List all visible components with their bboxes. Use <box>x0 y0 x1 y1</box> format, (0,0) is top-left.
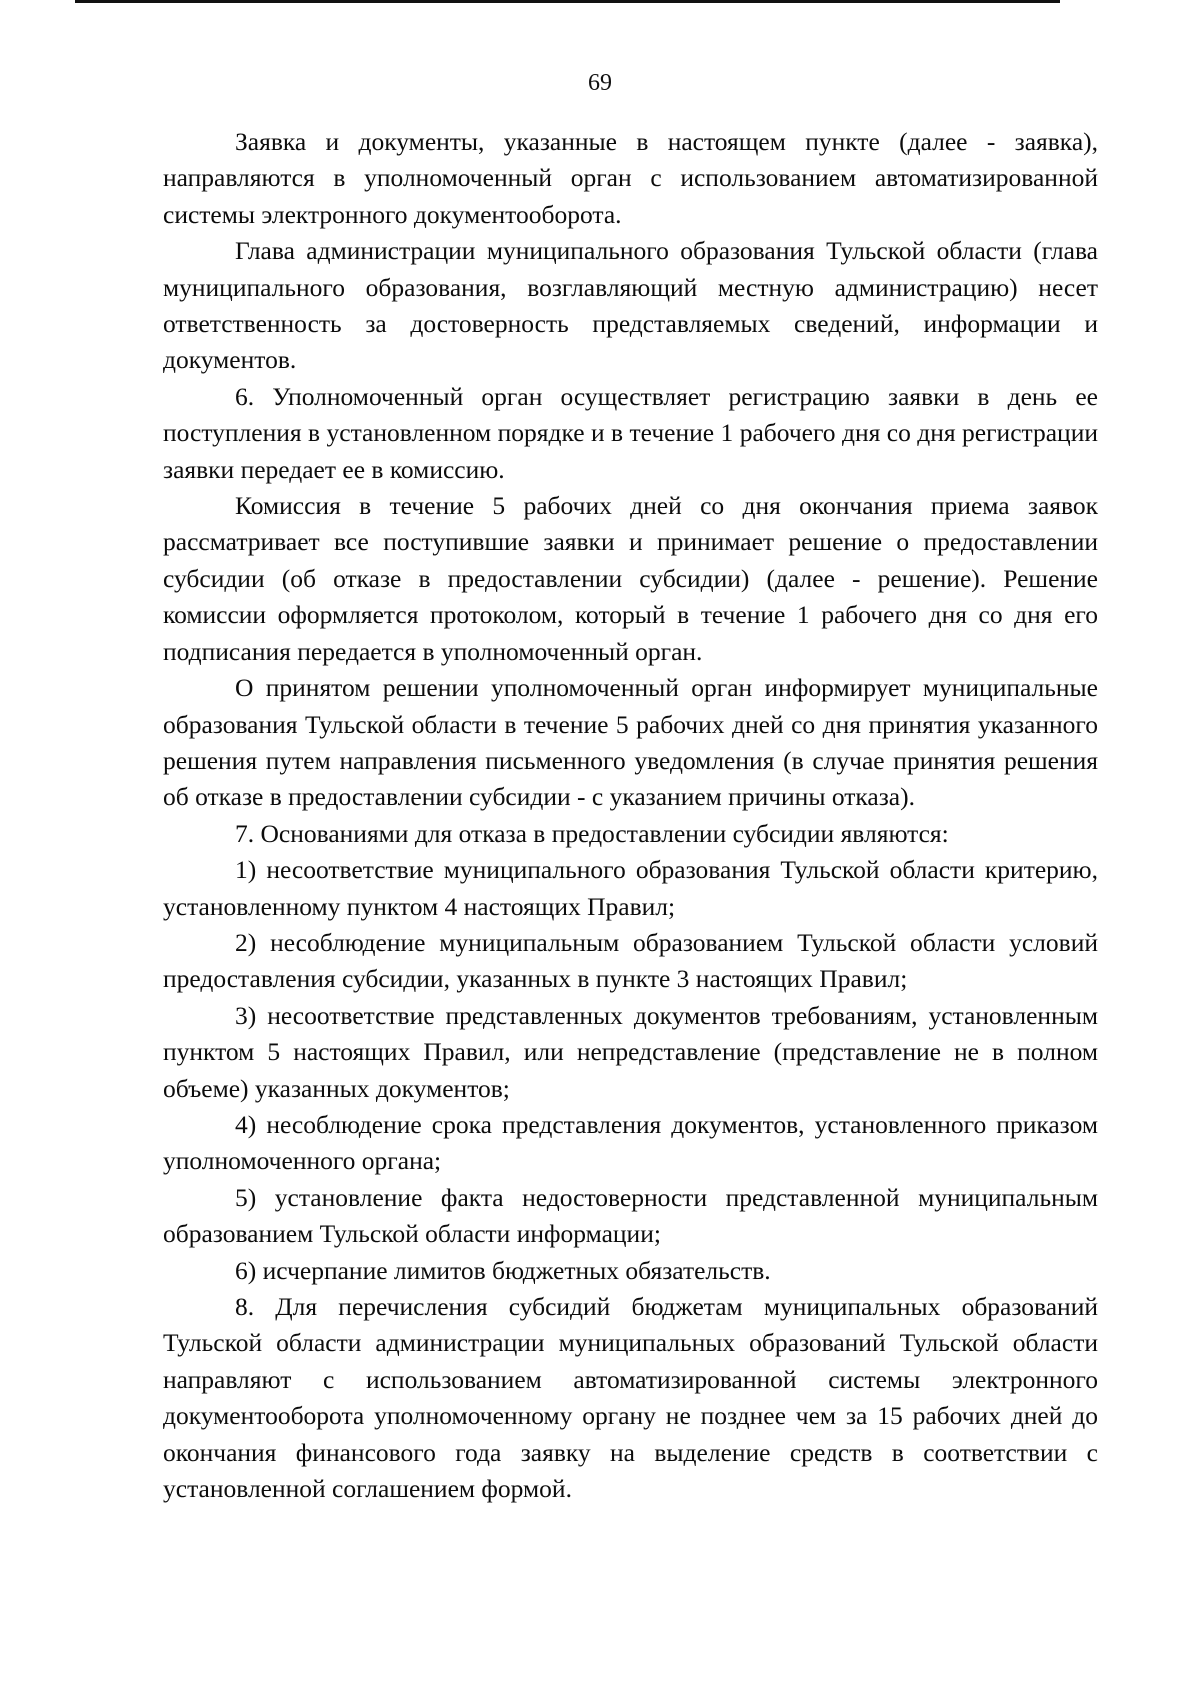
list-item-refusal-6: 6) исчерпание лимитов бюджетных обязательств. <box>235 1255 771 1285</box>
list-item-refusal-4: 4) несоблюдение срока представления документов, установленного приказом уполномоченного органа; <box>163 1109 1098 1176</box>
paragraph-application-submission: Заявка и документы, указанные в настоящем пункте (далее - заявка), направляются в уполномоченный орган с использованием автоматизированной системы электронного документооборота. <box>163 127 1098 229</box>
paragraph-item-6-registration: 6. Уполномоченный орган осуществляет регистрацию заявки в день ее поступления в установленном порядке и в течение 1 рабочего дня со дня регистрации заявки передает ее в комиссию. <box>163 381 1098 484</box>
scan-top-edge <box>75 0 1060 3</box>
paragraph-item-8-transfer: 8. Для перечисления субсидий бюджетам муниципальных образований Тульской области администрации муниципальных образований Тульской области направляют с использованием автоматизированной системы электронного документооборота уполномоченному органу не позднее чем за 15 рабочих дней до окончания финансового года заявку на выделение средств в соответствии с установленной соглашением формой. <box>163 1292 1098 1504</box>
paragraph-item-7-refusal-grounds: 7. Основаниями для отказа в предоставлении субсидии являются: <box>235 818 949 848</box>
document-body <box>163 124 1098 1507</box>
list-item-refusal-5: 5) установление факта недостоверности представленной муниципальным образованием Тульской области информации; <box>163 1182 1098 1249</box>
paragraph-decision-notification: О принятом решении уполномоченный орган информирует муниципальные образования Тульской области в течение 5 рабочих дней со дня принятия указанного решения путем направления письменного уведомления (в случае принятия решения об отказе в предоставлении субсидии - с указанием причины отказа). <box>163 673 1098 812</box>
list-item-refusal-2: 2) несоблюдение муниципальным образованием Тульской области условий предоставления субсидии, указанных в пункте 3 настоящих Правил; <box>163 927 1098 994</box>
page-number: 69 <box>588 70 612 96</box>
list-item-refusal-3: 3) несоответствие представленных документов требованиям, установленным пунктом 5 настоящих Правил, или непредставление (представление не в полном объеме) указанных документов; <box>163 1000 1098 1103</box>
list-item-refusal-1: 1) несоответствие муниципального образования Тульской области критерию, установленному пунктом 4 настоящих Правил; <box>163 855 1098 921</box>
paragraph-commission-review: Комиссия в течение 5 рабочих дней со дня окончания приема заявок рассматривает все поступившие заявки и принимает решение о предоставлении субсидии (об отказе в предоставлении субсидии) (далее - решение). Решение комиссии оформляется протоколом, который в течение 1 рабочего дня со дня его подписания передается в уполномоченный орган. <box>163 491 1098 666</box>
paragraph-head-responsibility: Глава администрации муниципального образования Тульской области (глава муниципального образования, возглавляющий местную администрацию) несет ответственность за достоверность представляемых сведений, информации и документов. <box>163 236 1098 375</box>
